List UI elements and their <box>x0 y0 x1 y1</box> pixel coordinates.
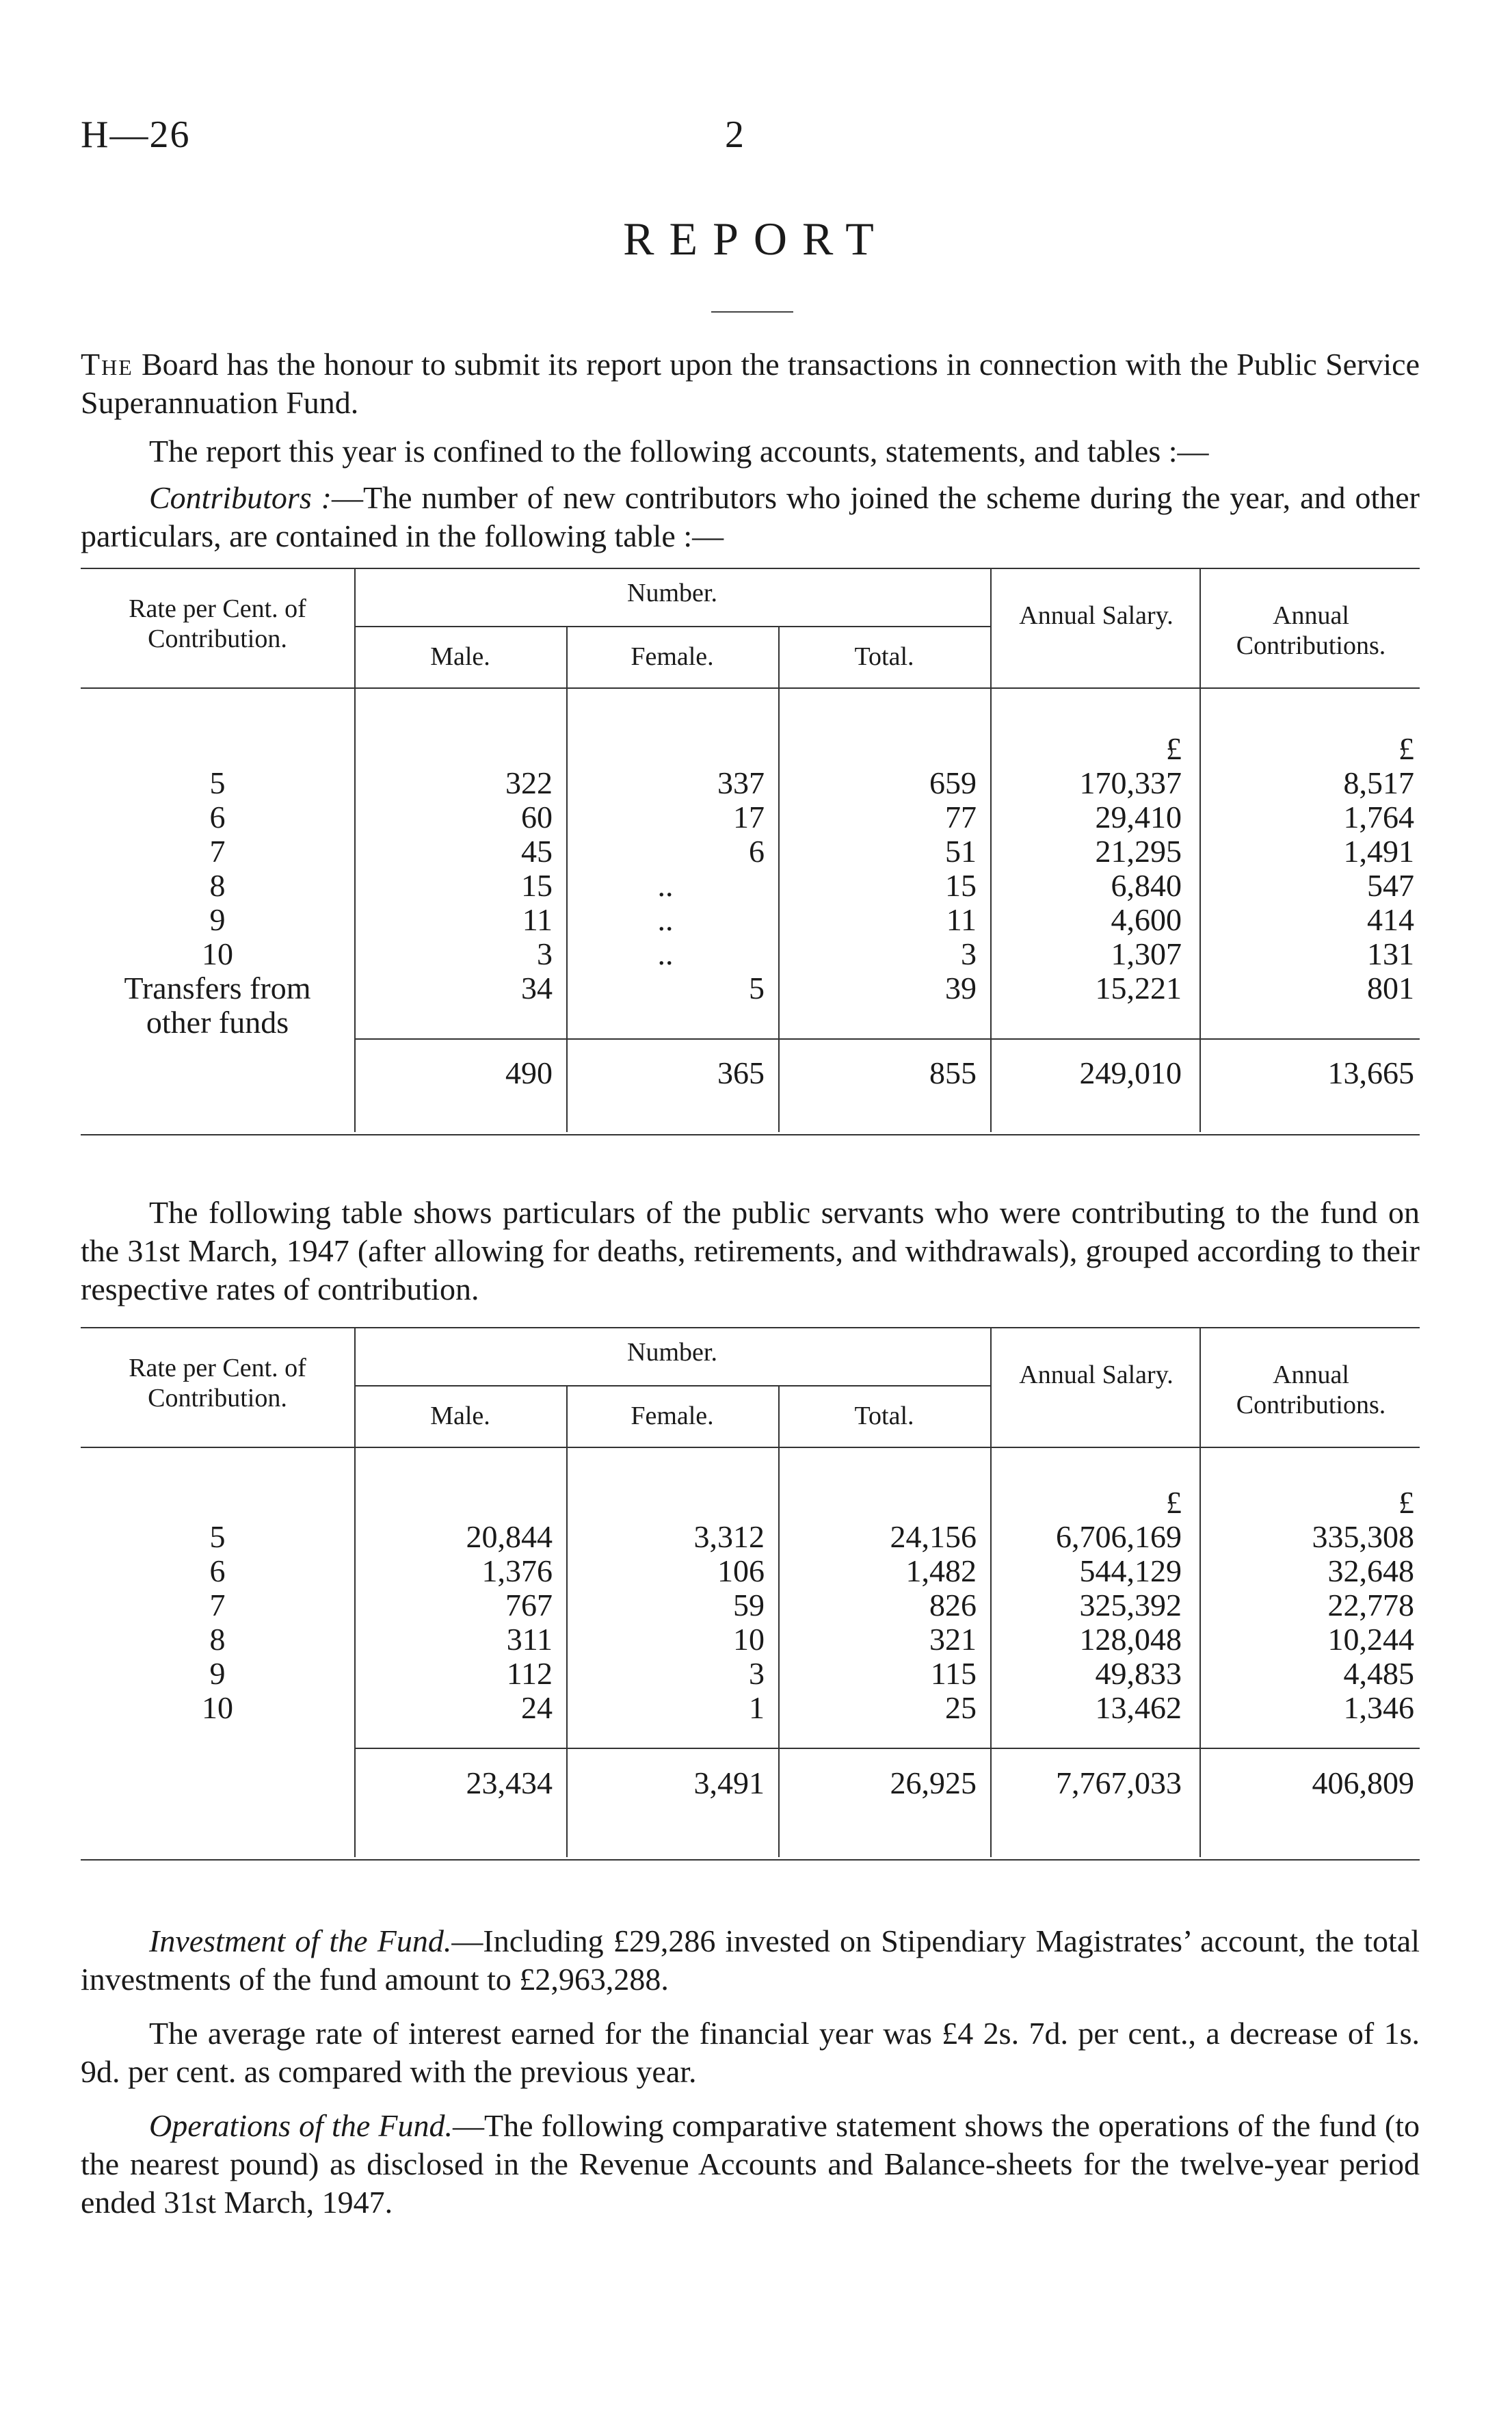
cell-salary: 15,221 <box>1095 971 1182 1006</box>
cell-female: 5 <box>749 971 765 1006</box>
cell-contrib: 4,485 <box>1343 1656 1414 1691</box>
number-subheader-rule <box>354 1385 990 1387</box>
header-number: Number. <box>627 579 717 607</box>
cell-contrib: 335,308 <box>1312 1519 1414 1554</box>
cell-male: 20,844 <box>466 1519 553 1554</box>
header-rate: Rate per Cent. of Contribution. <box>129 594 306 653</box>
interest-paragraph: The average rate of interest earned for the financial year was £4 2s. 7d. per cent., a decrease of 1s. 9d. per cent. as compared with the previous year. <box>81 2016 1420 2089</box>
cell-total: 51 <box>945 834 977 869</box>
cell-female: .. <box>657 902 674 937</box>
cell-total: 24,156 <box>890 1519 977 1554</box>
column-divider <box>1199 568 1201 687</box>
row-rate-label: 9 <box>209 1656 226 1691</box>
cell-salary: 128,048 <box>1079 1622 1182 1657</box>
totals-rule <box>354 1038 1420 1040</box>
header-bottom-rule <box>81 1447 1420 1448</box>
cell-male: 60 <box>521 800 553 835</box>
cell-female: 3 <box>749 1656 765 1691</box>
header-rate: Rate per Cent. of Contribution. <box>129 1354 306 1412</box>
cell-salary: 170,337 <box>1079 765 1182 800</box>
cell-total: 25 <box>945 1690 977 1725</box>
cell-male: 15 <box>521 868 553 903</box>
cell-contrib: 801 <box>1367 971 1414 1006</box>
row-rate-label: Transfers from <box>124 971 311 1006</box>
total-male: 490 <box>505 1055 553 1090</box>
row-rate-label: 7 <box>209 1588 226 1622</box>
cell-contrib: 10,244 <box>1327 1622 1414 1657</box>
salary-unit: £ <box>1166 1485 1182 1520</box>
column-divider <box>990 1327 992 1447</box>
header-male: Male. <box>430 642 490 671</box>
column-divider <box>1199 1447 1201 1857</box>
header-female: Female. <box>631 1402 714 1430</box>
confined-paragraph: The report this year is confined to the following accounts, statements, and tables :— <box>149 434 1209 469</box>
contributors-paragraph <box>81 479 1420 555</box>
total-total: 855 <box>929 1055 977 1090</box>
cell-salary: 544,129 <box>1079 1553 1182 1588</box>
cell-contrib: 414 <box>1367 902 1414 937</box>
header-total: Total. <box>854 642 914 671</box>
table-bottom-rule <box>81 1859 1420 1861</box>
following-paragraph: The following table shows particulars of the public servants who were contributing to the fund on the 31st March, 1947 (after allowing for deaths, retirements, and withdrawals), grouped according to their respective rates of contribution. <box>81 1195 1420 1306</box>
cell-male: 3 <box>537 936 553 971</box>
cell-salary: 29,410 <box>1095 800 1182 835</box>
row-rate-label: 7 <box>209 834 226 869</box>
contributors-text: —The number of new contributors who joined the scheme during the year, and other particulars, are contained in the following table :— <box>81 480 1420 553</box>
cell-contrib: 1,764 <box>1343 800 1414 835</box>
cell-female: .. <box>657 868 674 903</box>
cell-salary: 325,392 <box>1079 1588 1182 1622</box>
row-rate-label: 10 <box>202 1690 233 1725</box>
header-total: Total. <box>854 1402 914 1430</box>
cell-total: 826 <box>929 1588 977 1622</box>
cell-contrib: 547 <box>1367 868 1414 903</box>
row-rate-label: 8 <box>209 1622 226 1657</box>
operations-paragraph <box>81 2107 1420 2222</box>
intro-lead: The <box>81 347 133 382</box>
cell-female: 6 <box>749 834 765 869</box>
cell-male: 311 <box>506 1622 553 1657</box>
cell-male: 322 <box>505 765 553 800</box>
contributions-unit: £ <box>1398 731 1414 766</box>
cell-total: 659 <box>929 765 977 800</box>
cell-total: 15 <box>945 868 977 903</box>
title-divider <box>711 311 793 313</box>
header-female: Female. <box>631 642 714 671</box>
cell-female: 3,312 <box>693 1519 765 1554</box>
cell-salary: 6,840 <box>1111 868 1182 903</box>
cell-contrib: 32,648 <box>1327 1553 1414 1588</box>
page-number: 2 <box>725 114 744 156</box>
row-rate-label: 5 <box>209 1519 226 1554</box>
total-contributions: 13,665 <box>1327 1055 1414 1090</box>
cell-contrib: 1,491 <box>1343 834 1414 869</box>
row-rate-label: 5 <box>209 765 226 800</box>
column-divider <box>1199 1327 1201 1447</box>
total-contributions: 406,809 <box>1312 1765 1414 1800</box>
cell-total: 11 <box>946 902 977 937</box>
cell-salary: 6,706,169 <box>1056 1519 1182 1554</box>
cell-male: 112 <box>506 1656 553 1691</box>
header-salary: Annual Salary. <box>1019 1361 1173 1389</box>
row-rate-label: 9 <box>209 902 226 937</box>
cell-female: 106 <box>717 1553 765 1588</box>
document-reference: H—26 <box>81 114 191 156</box>
header-contributions: Annual Contributions. <box>1236 1361 1386 1419</box>
cell-total: 1,482 <box>905 1553 977 1588</box>
cell-female: 59 <box>733 1588 765 1622</box>
column-divider <box>990 568 992 687</box>
current-contributors-table <box>81 1327 1420 1861</box>
total-salary: 7,767,033 <box>1056 1765 1182 1800</box>
row-rate-label: 6 <box>209 800 226 835</box>
row-rate-label-continued: other funds <box>146 1005 289 1040</box>
column-divider <box>1199 687 1201 1132</box>
investment-text: —Including £29,286 invested on Stipendiary Magistrates’ account, the total investments of the fund amount to £2,963,288. <box>81 1923 1420 1997</box>
total-female: 365 <box>717 1055 765 1090</box>
cell-male: 767 <box>505 1588 553 1622</box>
cell-total: 115 <box>930 1656 977 1691</box>
cell-total: 39 <box>945 971 977 1006</box>
cell-total: 3 <box>961 936 977 971</box>
contributors-label: Contributors : <box>149 480 332 515</box>
total-total: 26,925 <box>890 1765 977 1800</box>
cell-contrib: 8,517 <box>1343 765 1414 800</box>
header-number: Number. <box>627 1338 717 1367</box>
contributions-unit: £ <box>1398 1485 1414 1520</box>
report-title: REPORT <box>623 213 889 265</box>
investment-label: Investment of the Fund. <box>149 1923 452 1958</box>
cell-contrib: 1,346 <box>1343 1690 1414 1725</box>
header-salary: Annual Salary. <box>1019 601 1173 630</box>
cell-salary: 21,295 <box>1095 834 1182 869</box>
header-male: Male. <box>430 1402 490 1430</box>
total-female: 3,491 <box>693 1765 765 1800</box>
cell-contrib: 131 <box>1367 936 1414 971</box>
salary-unit: £ <box>1166 731 1182 766</box>
cell-salary: 4,600 <box>1111 902 1182 937</box>
cell-female: 17 <box>733 800 765 835</box>
cell-female: 10 <box>733 1622 765 1657</box>
number-subheader-rule <box>354 626 990 627</box>
operations-text: —The following comparative statement shows the operations of the fund (to the nearest pound) as disclosed in the Revenue Accounts and Balance-sheets for the twelve-year period ended 31st March, 1947. <box>81 2108 1420 2220</box>
row-rate-label: 10 <box>202 936 233 971</box>
total-male: 23,434 <box>466 1765 553 1800</box>
cell-male: 34 <box>521 971 553 1006</box>
table-top-rule <box>81 1327 1420 1328</box>
cell-female: 1 <box>749 1690 765 1725</box>
cell-total: 321 <box>929 1622 977 1657</box>
table-top-rule <box>81 568 1420 569</box>
cell-female: 337 <box>717 765 765 800</box>
cell-contrib: 22,778 <box>1327 1588 1414 1622</box>
totals-rule <box>354 1748 1420 1749</box>
header-contributions: Annual Contributions. <box>1236 601 1386 660</box>
table-bottom-rule <box>81 1134 1420 1135</box>
cell-male: 1,376 <box>481 1553 553 1588</box>
intro-paragraph <box>81 345 1420 422</box>
intro-text: Board has the honour to submit its report upon the transactions in connection with the Public Service Superannuation Fund. <box>81 347 1420 420</box>
cell-male: 24 <box>521 1690 553 1725</box>
operations-label: Operations of the Fund. <box>149 2108 453 2143</box>
cell-male: 11 <box>522 902 553 937</box>
cell-male: 45 <box>521 834 553 869</box>
header-bottom-rule <box>81 687 1420 689</box>
row-rate-label: 8 <box>209 868 226 903</box>
total-salary: 249,010 <box>1079 1055 1182 1090</box>
investment-paragraph <box>81 1922 1420 1999</box>
cell-total: 77 <box>945 800 977 835</box>
cell-salary: 13,462 <box>1095 1690 1182 1725</box>
cell-salary: 1,307 <box>1111 936 1182 971</box>
cell-female: .. <box>657 936 674 971</box>
cell-salary: 49,833 <box>1095 1656 1182 1691</box>
new-contributors-table <box>81 568 1420 1135</box>
row-rate-label: 6 <box>209 1553 226 1588</box>
